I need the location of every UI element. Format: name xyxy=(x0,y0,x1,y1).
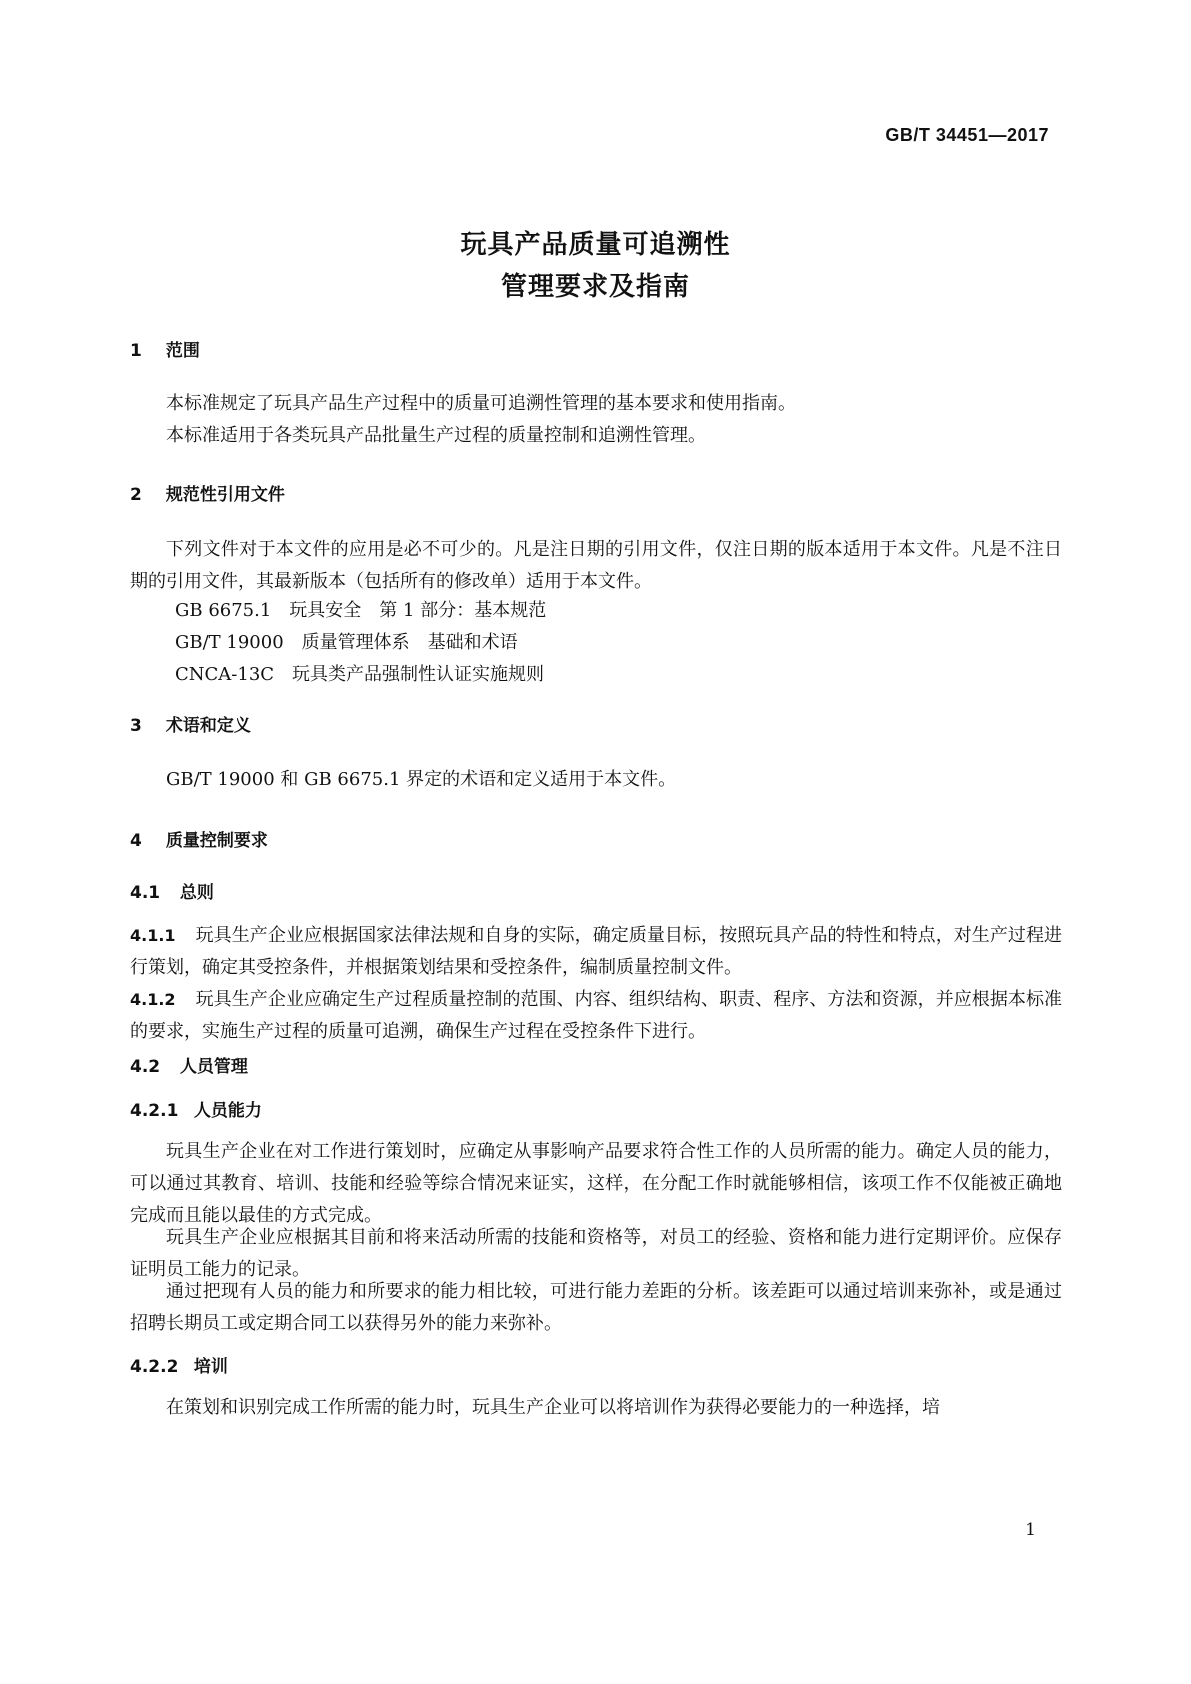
reference-item: GB 6675.1 玩具安全 第 1 部分：基本规范 xyxy=(175,600,547,621)
section-4-1-heading xyxy=(130,878,214,903)
paragraph: 本标准规定了玩具产品生产过程中的质量可追溯性管理的基本要求和使用指南。 xyxy=(166,393,796,414)
title-line-1: 玩具产品质量可追溯性 xyxy=(460,230,731,260)
clause-number: 4.1.1 xyxy=(130,926,176,945)
document-title xyxy=(0,224,1191,308)
section-number: 4.2.1 xyxy=(130,1101,179,1121)
section-number: 4.2.2 xyxy=(130,1357,179,1377)
paragraph: 通过把现有人员的能力和所要求的能力相比较，可进行能力差距的分析。该差距可以通过培训来弥补，或是通过招聘长期员工或定期合同工以获得另外的能力来弥补。 xyxy=(130,1281,1062,1334)
paragraph: 玩具生产企业在对工作进行策划时，应确定从事影响产品要求符合性工作的人员所需的能力。确定人员的能力，可以通过其教育、培训、技能和经验等综合情况来证实，这样，在分配工作时就能够相信，该项工作不仅能被正确地完成而且能以最佳的方式完成。 xyxy=(130,1141,1062,1226)
section-4-2-heading xyxy=(130,1052,248,1077)
section-title: 范围 xyxy=(165,341,200,361)
section-3-heading xyxy=(130,711,251,736)
section-title: 规范性引用文件 xyxy=(165,485,285,505)
reference-item: CNCA-13C 玩具类产品强制性认证实施规则 xyxy=(175,664,545,685)
section-1-heading xyxy=(130,336,200,361)
section-number: 4.2 xyxy=(130,1057,161,1077)
paragraph: 玩具生产企业应根据其目前和将来活动所需的技能和资格等，对员工的经验、资格和能力进行定期评价。应保存证明员工能力的记录。 xyxy=(130,1227,1062,1280)
paragraph: 在策划和识别完成工作所需的能力时，玩具生产企业可以将培训作为获得必要能力的一种选择，培 xyxy=(166,1397,940,1418)
section-number: 1 xyxy=(130,341,142,361)
clause-number: 4.1.2 xyxy=(130,990,176,1009)
section-number: 4.1 xyxy=(130,883,161,903)
clause-text: 玩具生产企业应根据国家法律法规和自身的实际，确定质量目标，按照玩具产品的特性和特点，对生产过程进行策划，确定其受控条件，并根据策划结果和受控条件，编制质量控制文件。 xyxy=(130,925,1062,978)
paragraph: 本标准适用于各类玩具产品批量生产过程的质量控制和追溯性管理。 xyxy=(166,425,706,446)
section-4-heading xyxy=(130,826,268,851)
section-number: 2 xyxy=(130,485,142,505)
section-title: 培训 xyxy=(193,1357,228,1377)
section-4-2-2-heading xyxy=(130,1352,228,1377)
section-title: 总则 xyxy=(179,883,214,903)
standard-code: GB/T 34451—2017 xyxy=(885,125,1049,145)
title-line-2: 管理要求及指南 xyxy=(500,272,690,302)
section-title: 人员能力 xyxy=(193,1101,262,1121)
section-number: 4 xyxy=(130,831,142,851)
clause-4-1-1 xyxy=(130,920,1062,984)
page-number: 1 xyxy=(1025,1520,1036,1540)
section-number: 3 xyxy=(130,716,142,736)
paragraph: 下列文件对于本文件的应用是必不可少的。凡是注日期的引用文件，仅注日期的版本适用于本文件。凡是不注日期的引用文件，其最新版本（包括所有的修改单）适用于本文件。 xyxy=(130,539,1062,592)
section-2-heading xyxy=(130,480,285,505)
clause-4-1-2 xyxy=(130,984,1062,1048)
clause-text: 玩具生产企业应确定生产过程质量控制的范围、内容、组织结构、职责、程序、方法和资源，并应根据本标准的要求，实施生产过程的质量可追溯，确保生产过程在受控条件下进行。 xyxy=(130,989,1062,1042)
section-title: 质量控制要求 xyxy=(165,831,268,851)
section-4-2-1-heading xyxy=(130,1096,262,1121)
section-title: 术语和定义 xyxy=(165,716,251,736)
paragraph: GB/T 19000 和 GB 6675.1 界定的术语和定义适用于本文件。 xyxy=(166,769,677,790)
reference-item: GB/T 19000 质量管理体系 基础和术语 xyxy=(175,632,518,653)
section-title: 人员管理 xyxy=(179,1057,248,1077)
